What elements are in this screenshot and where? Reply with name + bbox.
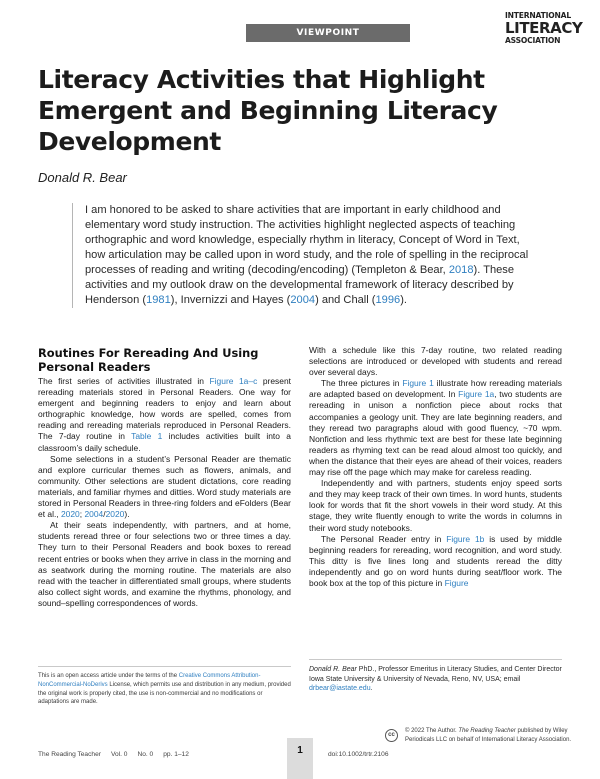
paragraph: The three pictures in Figure 1 illustrate how rereading materials are adapted based on development. In Figure 1a, two students are rereading in unison a nonfiction piece about rocks that accompanies a geology unit. They are late beginning readers, and they reread two paragraphs aloud with good fluency, ~70 wpm. Nonfiction and less rhythmic text are best for these late beginning readers as rhyming text can be read aloud almost too quickly, and when the distance that their eyes are ahead of their voices, readers may rise off the page which may make for careless reading. (309, 378, 563, 478)
page-number: 1 (297, 745, 303, 756)
license-note: This is an open access article under the terms of the Creative Commons Attribution-NonCommercial-NoDerivs License, which permits use and distribution in any medium, provided the original work is properly cited, the use is non-commercial and no modifications or adaptations are made. (38, 666, 291, 707)
citation-link[interactable]: 2020 (60, 509, 80, 520)
figure-link[interactable]: Figure 1a–c (209, 376, 258, 386)
abstract-text: ). (400, 294, 407, 306)
logo-line-3: ASSOCIATION (505, 35, 561, 45)
citation-link[interactable]: 2004 (84, 509, 104, 520)
figure-link[interactable]: Figure 1b (446, 533, 485, 544)
figure-link[interactable]: Figure 1 (402, 378, 434, 389)
citation-link[interactable]: 2004 (290, 294, 316, 306)
logo-line-2: LITERACY (505, 18, 583, 37)
paragraph: The Personal Reader entry in Figure 1b is used by middle beginning readers for rereading, word recognition, and word study. This ditty is five lines long and students reread the ditty independently and go on word hunts during seat/floor work. The book box at the top of this picture in Figure (309, 533, 562, 588)
footer-issue: No. 0 (137, 751, 154, 758)
footer-journal-info (38, 751, 199, 758)
abstract-text: I am honored to be asked to share activities that are important in early childhood and elementary word study instruction. The activities highlight neglected aspects of teaching orthographic and word knowledge, especially rhythm in literacy, Concept of Word in Text, how articulation may be called upon in word study, and the role of spelling in the reciprocal processes of reading and writing (decoding/encoding) (Templeton & Bear, (85, 204, 529, 276)
table-link[interactable]: Table 1 (131, 431, 163, 442)
email-link[interactable]: drbear@iastate.edu (309, 685, 371, 693)
creative-commons-icon: cc (385, 729, 398, 742)
paragraph: Independently and with partners, students enjoy speed sorts and they may keep track of their own times. In word hunts, students look for words that fit the short vowels in their word study. At this stage, they write fluently enough to write the words in columns in their word study notebooks. (309, 478, 562, 533)
citation-link[interactable]: 1981 (146, 294, 171, 306)
abstract (72, 203, 532, 308)
viewpoint-banner: VIEWPOINT (246, 24, 410, 42)
citation-link[interactable]: 2018 (448, 264, 474, 276)
footer-doi: doi:10.1002/trtr.2106 (328, 751, 389, 758)
logo-line-1: INTERNATIONAL (505, 11, 571, 20)
ila-logo (505, 12, 585, 44)
license-link[interactable]: Creative Commons Attribution-NonCommercial-NoDerivs (38, 673, 261, 688)
paragraph: The first series of activities illustrated in Figure 1a–c present rereading materials stored in Personal Readers. One way for emergent and beginning readers to enjoy and learn about orthographic knowledge, how words are spelled, comes from reading and rereading materials reproduced in Personal Readers. The 7-day routine in Table 1 includes activities built into a classroom’s daily schedule. (38, 376, 291, 453)
figure-link[interactable]: Figure (444, 577, 469, 588)
section-heading: Routines For Rereading And Using Personal Readers (38, 346, 259, 374)
figure-link[interactable]: Figure 1a (458, 389, 495, 400)
left-column (38, 346, 291, 609)
article-title: Literacy Activities that Highlight Emergent and Beginning Literacy Development (38, 65, 498, 156)
abstract-text: ) and Chall ( (315, 294, 376, 306)
footer-journal: The Reading Teacher (38, 751, 101, 758)
abstract-text: ). These activities and my outlook draw on the developmental framework of literacy described by Henderson ( (85, 264, 515, 306)
paragraph: With a schedule like this 7-day routine, two related reading selections are introduced or developed with students and reread over several days. (309, 345, 562, 378)
citation-link[interactable]: 2020 (105, 509, 125, 520)
abstract-text: ), Invernizzi and Hayes ( (170, 294, 291, 306)
paragraph: Some selections in a student’s Personal Reader are thematic and explore curricular themes such as flowers, animals, and community. Other selections are student dictations, core reading materials, and familiar rhymes and ditties. Word study materials are stored in Personal Readers in three-ring folders and eFolders (Bear et al., 2020; 2004/2020). (38, 453, 291, 520)
right-column (309, 345, 562, 589)
author-name: Donald R. Bear (38, 170, 127, 185)
footer-pages: pp. 1–12 (163, 751, 189, 758)
footer-volume: Vol. 0 (110, 751, 128, 758)
author-bio: Donald R. Bear PhD., Professor Emeritus in Literacy Studies, and Center Director Iowa State University & University of Nevada, Reno, NV, USA; email drbear@iastate.edu. (309, 659, 562, 694)
copyright-note: © 2022 The Author. The Reading Teacher published by Wiley Periodicals LLC on behalf of International Literacy Association. (405, 728, 572, 743)
journal-name: The Reading Teacher (458, 728, 516, 734)
paragraph: At their seats independently, with partners, and at home, students reread three or four selections two or three times a day. They turn to their Personal Readers and book boxes to reread recent entries or books when they arrive in class in the morning and as seatwork during the morning routine. The materials are also read with the teacher in differentiated small groups, where students also collect sight words, and examine the rhythms, phonology, and sound–spelling correspondences of words. (38, 520, 291, 608)
citation-link[interactable]: 1996 (375, 294, 401, 306)
bio-name: Donald R. Bear (309, 666, 357, 673)
